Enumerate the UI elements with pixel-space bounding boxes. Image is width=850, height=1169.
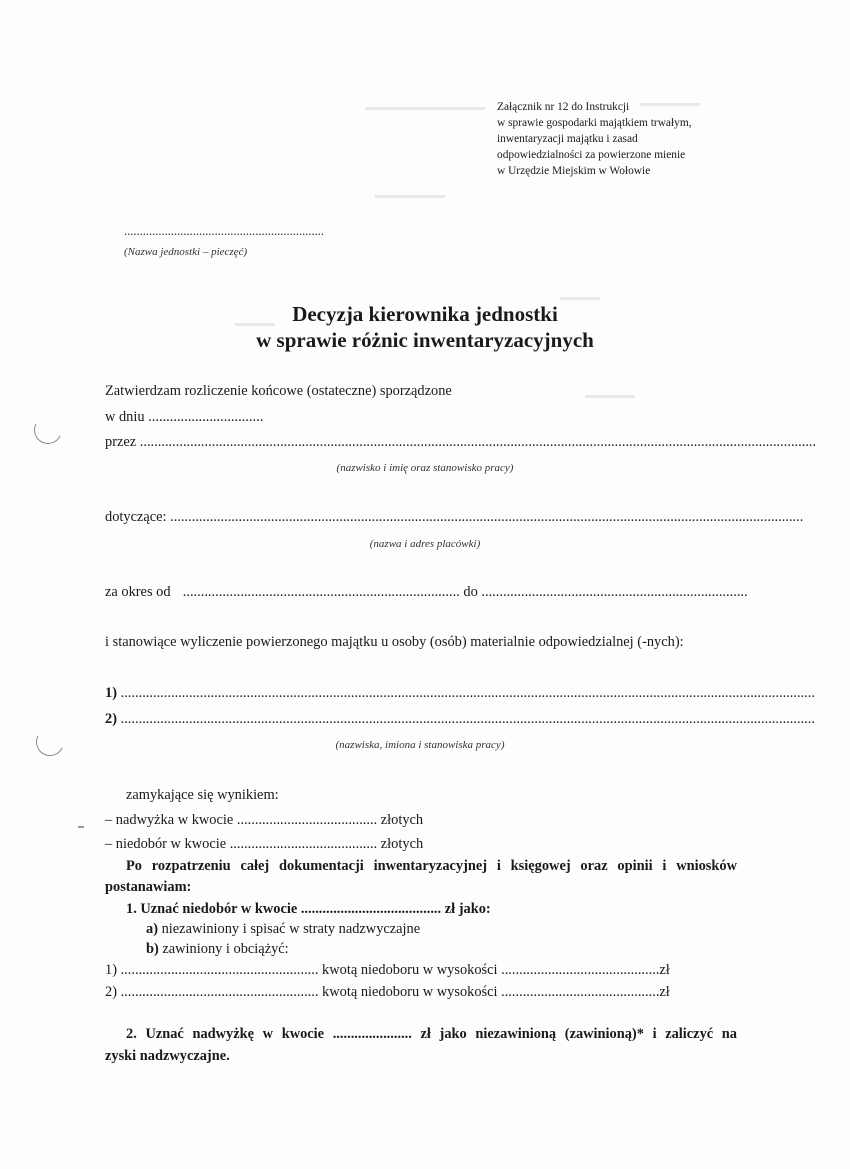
- concerning-field[interactable]: ................................................................................................................................................................................: [170, 509, 804, 525]
- period-to-field[interactable]: ..........................................................................: [481, 584, 748, 600]
- decision-item-1[interactable]: 1. Uznać niedobór w kwocie ....................................... zł jako:: [126, 901, 491, 917]
- bleed-through-mark: [560, 297, 600, 300]
- person-1-label: 1): [105, 685, 117, 701]
- period-from-label: za okres od: [105, 584, 171, 600]
- decision-intro: Po rozpatrzeniu całej dokumentacji inwentaryzacyjnej i księgowej oraz opinii i wniosków: [126, 858, 737, 874]
- prepared-by-label: przez: [105, 434, 137, 450]
- closing-text: zamykające się wynikiem:: [126, 787, 279, 803]
- item-1a-letter: a): [146, 921, 158, 937]
- prepared-by-field[interactable]: ............................................................................................................................................................................................: [139, 434, 817, 450]
- prepared-by-caption: (nazwisko i imię oraz stanowisko pracy): [336, 462, 514, 474]
- shortage-field[interactable]: – niedobór w kwocie ......................................... złotych: [105, 836, 424, 852]
- approval-text: Zatwierdzam rozliczenie końcowe (ostateczne) sporządzone: [105, 383, 452, 399]
- annex-line: Załącznik nr 12 do Instrukcji: [497, 101, 630, 113]
- liable-person-row-2[interactable]: 2) ....................................................... kwotą niedoboru w wysokości ............................................zł: [105, 984, 670, 1000]
- person-row-2: [105, 711, 815, 728]
- date-field[interactable]: w dniu ................................: [105, 409, 264, 425]
- unit-stamp-caption: (Nazwa jednostki – pieczęć): [124, 246, 248, 258]
- decision-item-1b: [146, 941, 289, 958]
- liable-person-row-1[interactable]: 1) ....................................................... kwotą niedoboru w wysokości ............................................zł: [105, 962, 670, 978]
- item-1a-text: niezawiniony i spisać w straty nadzwyczajne: [158, 921, 421, 937]
- person-2-label: 2): [105, 711, 117, 727]
- decision-item-1a: [146, 921, 420, 938]
- document-subtitle: w sprawie różnic inwentaryzacyjnych: [256, 328, 594, 352]
- period-row: [105, 584, 748, 601]
- concerning-label: dotyczące:: [105, 509, 167, 525]
- scan-mark: [78, 826, 84, 828]
- person-1-field[interactable]: .................................................................................................................................................................................................: [120, 685, 815, 701]
- bleed-through-mark: [375, 195, 445, 198]
- unit-stamp-field[interactable]: ................................................................: [124, 224, 324, 238]
- annex-header: [497, 99, 692, 179]
- item-1b-text: zawiniony i obciążyć:: [158, 941, 289, 957]
- person-2-field[interactable]: .................................................................................................................................................................................................: [120, 711, 815, 727]
- decision-intro-end: postanawiam:: [105, 879, 192, 895]
- bleed-through-mark: [365, 107, 485, 110]
- item-1b-letter: b): [146, 941, 159, 957]
- period-to-label: do: [463, 584, 478, 600]
- bleed-through-mark: [585, 395, 635, 398]
- surplus-field[interactable]: – nadwyżka w kwocie ....................................... złotych: [105, 812, 424, 828]
- concerning-caption: (nazwa i adres placówki): [369, 538, 481, 550]
- punch-hole: [30, 412, 66, 448]
- decision-item-2-end: zyski nadzwyczajne.: [105, 1048, 230, 1064]
- annex-line: w sprawie gospodarki majątkiem trwałym,: [497, 117, 692, 129]
- annex-line: w Urzędzie Miejskim w Wołowie: [497, 165, 651, 177]
- calculation-text: i stanowiące wyliczenie powierzonego majątku u osoby (osób) materialnie odpowiedzialnej (-nych):: [105, 634, 684, 650]
- period-from-field[interactable]: .............................................................................: [182, 584, 460, 600]
- prepared-by-row: [105, 434, 817, 451]
- document-title: Decyzja kierownika jednostki: [292, 302, 558, 326]
- annex-line: odpowiedzialności za powierzone mienie: [497, 149, 686, 161]
- person-row-1: [105, 685, 815, 702]
- annex-line: inwentaryzacji majątku i zasad: [497, 133, 638, 145]
- persons-caption: (nazwiska, imiona i stanowiska pracy): [335, 739, 505, 751]
- decision-item-2[interactable]: 2. Uznać nadwyżkę w kwocie ...................... zł jako niezawinioną (zawinioną)* i zaliczyć na: [126, 1026, 737, 1042]
- concerning-row: [105, 509, 804, 526]
